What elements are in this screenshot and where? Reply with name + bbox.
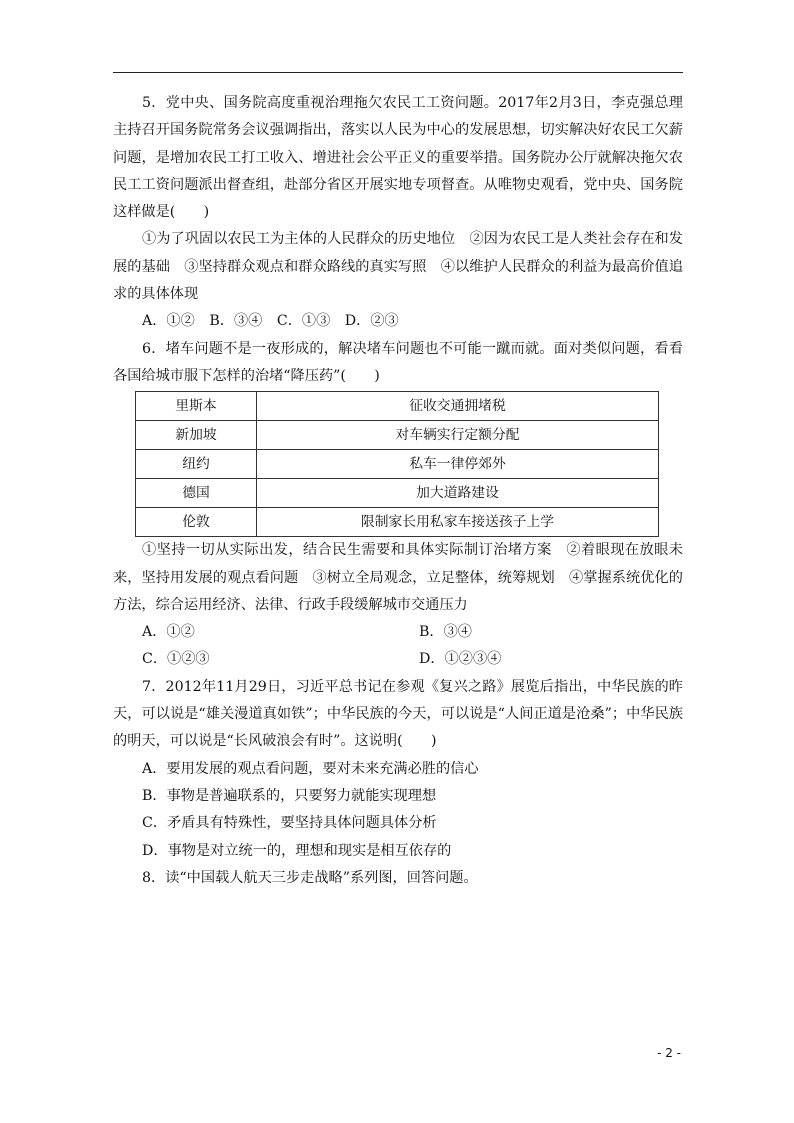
- q6-options: [113, 619, 683, 674]
- q8-stem: 8．读“中国载人航天三步走战略”系列图，回答问题。: [142, 869, 478, 886]
- page-number: - 2 -: [657, 1046, 681, 1060]
- table-cell-measure: 对车辆实行定额分配: [257, 421, 659, 450]
- table-cell-measure: 私车一律停郊外: [257, 450, 659, 479]
- q7-option-b[interactable]: B．事物是普遍联系的，只要努力就能实现理想: [142, 787, 437, 804]
- q5-options: [113, 308, 683, 335]
- q7-stem: 7．2012年11月29日，习近平总书记在参观《复兴之路》展览后指出，中华民族的昨天，可以说是“雄关漫道真如铁”；中华民族的今天，可以说是“人间正道是沧桑”；中华民族的明天，可以说是“长风破浪会有时”。这说明( ): [113, 678, 683, 750]
- table-cell-city: 伦敦: [136, 508, 257, 537]
- table-row: [136, 421, 659, 450]
- table-cell-measure: 限制家长用私家车接送孩子上学: [257, 508, 659, 537]
- table-row: [136, 508, 659, 537]
- table-row: [136, 392, 659, 421]
- table-cell-measure: 加大道路建设: [257, 479, 659, 508]
- q5-option-c[interactable]: C．①③: [276, 313, 331, 330]
- q5-stem: 5．党中央、国务院高度重视治理拖欠农民工工资问题。2017年2月3日，李克强总理主持召开国务院常务会议强调指出，落实以人民为中心的发展思想，切实解决好农民工欠薪问题，是增加农民工打工收入、增进社会公平正义的重要举措。国务院办公厅就解决拖欠农民工工资问题派出督查组，赴部分省区开展实地专项督查。从唯物史观看，党中央、国务院这样做是( ): [113, 95, 683, 221]
- traffic-policy-table: [135, 391, 659, 537]
- q5-option-b[interactable]: B．③④: [209, 313, 263, 330]
- q6-option-c[interactable]: C．①②③: [142, 651, 210, 668]
- table-row: [136, 450, 659, 479]
- q6-option-b[interactable]: B．③④: [419, 624, 472, 641]
- q6-statements: ①坚持一切从实际出发，结合民生需要和具体实际制订治堵方案 ②着眼现在放眼未来，坚持用发展的观点看问题 ③树立全局观念，立足整体，统筹规划 ④掌握系统优化的方法，综合运用经济、法律、行政手段缓解城市交通压力: [113, 542, 683, 613]
- q7-option-c[interactable]: C．矛盾具有特殊性，要坚持具体问题具体分析: [142, 815, 437, 832]
- page-content: [113, 90, 683, 892]
- table-cell-city: 德国: [136, 479, 257, 508]
- table-cell-city: 里斯本: [136, 392, 257, 421]
- q5-option-d[interactable]: D．②③: [344, 313, 399, 330]
- q7-option-a[interactable]: A．要用发展的观点看问题，要对未来充满必胜的信心: [142, 760, 479, 777]
- header-rule: [113, 72, 683, 73]
- table-cell-city: 新加坡: [136, 421, 257, 450]
- q5-statements: ①为了巩固以农民工为主体的人民群众的历史地位 ②因为农民工是人类社会存在和发展的基础 ③坚持群众观点和群众路线的真实写照 ④以维护人民群众的利益为最高价值追求的具体体现: [113, 231, 683, 303]
- table-cell-city: 纽约: [136, 450, 257, 479]
- q5-option-a[interactable]: A．①②: [142, 313, 195, 330]
- q6-stem: 6．堵车问题不是一夜形成的，解决堵车问题也不可能一蹴而就。面对类似问题，看看各国给城市服下怎样的治堵“降压药”( ): [113, 340, 683, 384]
- table-row: [136, 479, 659, 508]
- q7-option-d[interactable]: D．事物是对立统一的，理想和现实是相互依存的: [142, 842, 452, 859]
- table-cell-measure: 征收交通拥堵税: [257, 392, 659, 421]
- q6-option-a[interactable]: A．①②: [142, 624, 195, 641]
- q6-option-d[interactable]: D．①②③④: [419, 651, 502, 668]
